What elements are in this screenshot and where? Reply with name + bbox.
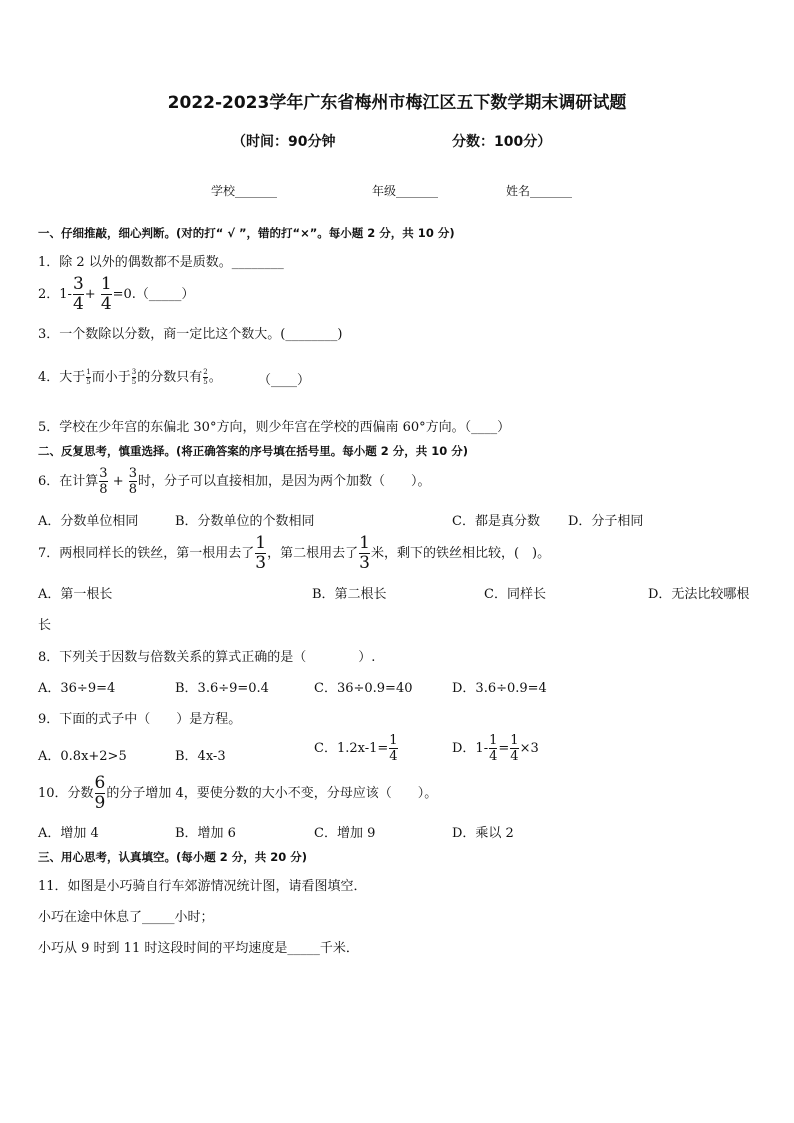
- q6-option-b: B．分数单位的个数相同: [175, 514, 315, 529]
- question-1: 1．除 2 以外的偶数都不是质数。________: [38, 255, 284, 270]
- exam-time: （时间：90分钟: [232, 134, 336, 150]
- fraction: $\frac{1}{3}$: [359, 533, 370, 573]
- q7-option-b: B．第二根长: [312, 587, 387, 602]
- question-11-line-1: 小巧在途中休息了_____小时；: [38, 910, 214, 925]
- name-field: 姓名_______: [506, 184, 573, 198]
- fraction: $\frac{3}{4}$: [72, 274, 84, 314]
- question-9: 9．下面的式子中（ ）是方程。: [38, 712, 242, 727]
- fraction: $\frac{3}{8}$: [128, 466, 138, 497]
- question-3: 3．一个数除以分数，商一定比这个数大。(________): [38, 327, 343, 342]
- fraction: $\frac{6}{9}$: [94, 773, 106, 813]
- q6-option-a: A．分数单位相同: [38, 514, 139, 529]
- q7-option-d-wrap: 长: [38, 618, 52, 633]
- q8-option-d: D．3.6÷0.9=4: [452, 681, 547, 696]
- question-7: 7．两根同样长的铁丝，第一根用去了 $\frac{1}{3}$ ，第二根用去了 $\frac{1}{3}$ 米，剩下的铁丝相比较，( )。: [38, 533, 551, 573]
- q8-option-b: B．3.6÷9=0.4: [175, 681, 269, 696]
- q6-option-d: D．分子相同: [568, 514, 644, 529]
- section-3-heading: 三、用心思考，认真填空。(每小题 2 分，共 20 分): [38, 850, 308, 864]
- question-4: 4．大于 $\frac{1}{5}$ 而小于 $\frac{3}{5}$ 的分数只有 $\frac{2}{5}$ 。: [38, 368, 222, 386]
- q8-option-a: A．36÷9=4: [38, 681, 116, 696]
- section-1-heading: 一、仔细推敲，细心判断。(对的打“ √ ”，错的打“×”。每小题 2 分，共 10 分): [38, 226, 455, 240]
- exam-score: 分数：100分）: [452, 134, 552, 150]
- q10-option-a: A．增加 4: [38, 826, 99, 841]
- fraction: $\frac{1}{4}$: [100, 274, 112, 314]
- section-2-heading: 二、反复思考，慎重选择。(将正确答案的序号填在括号里。每小题 2 分，共 10 分): [38, 444, 469, 458]
- fraction: $\frac{1}{4}$: [510, 733, 519, 764]
- q7-option-a: A．第一根长: [38, 587, 113, 602]
- q9-option-b: B．4x-3: [175, 749, 226, 764]
- q10-option-b: B．增加 6: [175, 826, 236, 841]
- question-2: 2．1- $\frac{3}{4}$ + $\frac{1}{4}$ =0.（_____）: [38, 274, 195, 314]
- q9-option-a: A．0.8x+2>5: [38, 749, 127, 764]
- q10-option-c: C．增加 9: [314, 826, 376, 841]
- q6-option-c: C．都是真分数: [452, 514, 540, 529]
- q9-option-d: D．1- $\frac{1}{4}$ = $\frac{1}{4}$ ×3: [452, 733, 539, 764]
- question-5: 5．学校在少年宫的东偏北 30°方向，则少年宫在学校的西偏南 60°方向。（____）: [38, 420, 511, 435]
- question-6: 6．在计算 $\frac{3}{8}$ + $\frac{3}{8}$ 时，分子可以直接相加，是因为两个加数（ ）。: [38, 466, 431, 497]
- grade-field: 年级_______: [372, 184, 439, 198]
- fraction: $\frac{1}{5}$: [86, 368, 91, 386]
- fraction: $\frac{1}{4}$: [489, 733, 498, 764]
- q8-option-c: C．36÷0.9=40: [314, 681, 413, 696]
- question-10: 10．分数 $\frac{6}{9}$ 的分子增加 4，要使分数的大小不变，分母应该（ ）。: [38, 773, 438, 813]
- fraction: $\frac{3}{8}$: [99, 466, 108, 497]
- q9-option-c: C．1.2x-1= $\frac{1}{4}$: [314, 733, 398, 764]
- question-4-blank: （____）: [258, 373, 311, 388]
- fraction: $\frac{2}{5}$: [203, 368, 208, 386]
- question-11-line-2: 小巧从 9 时到 11 时这段时间的平均速度是_____千米．: [38, 941, 359, 956]
- question-8: 8．下列关于因数与倍数关系的算式正确的是（ ）.: [38, 650, 376, 665]
- page-title: 2022-2023学年广东省梅州市梅江区五下数学期末调研试题: [167, 93, 627, 113]
- fraction: $\frac{1}{4}$: [389, 733, 398, 764]
- q7-option-d: D．无法比较哪根: [648, 587, 750, 602]
- question-11: 11．如图是小巧骑自行车郊游情况统计图，请看图填空．: [38, 879, 367, 894]
- q10-option-d: D．乘以 2: [452, 826, 514, 841]
- fraction: $\frac{3}{5}$: [131, 368, 137, 386]
- fraction: $\frac{1}{3}$: [255, 533, 267, 573]
- school-field: 学校_______: [211, 184, 278, 198]
- q7-option-c: C．同样长: [484, 587, 546, 602]
